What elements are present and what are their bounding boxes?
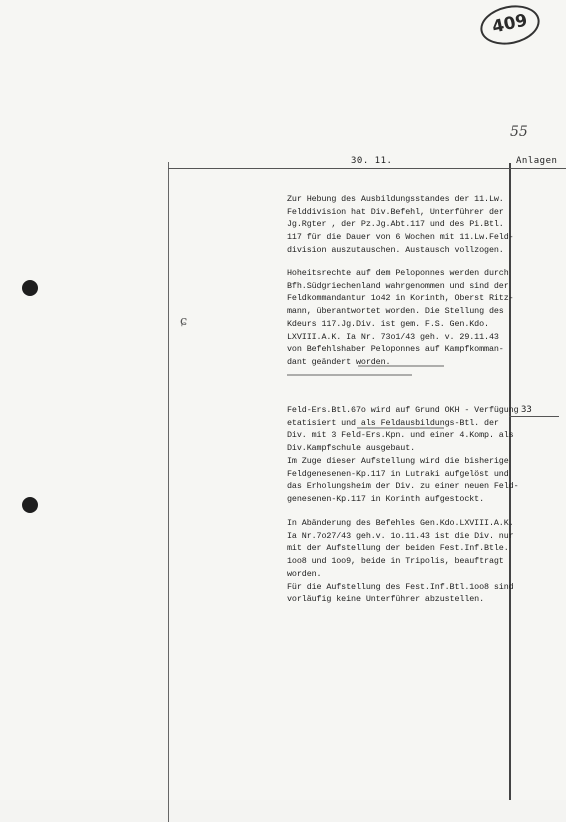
annex-header: Anlagen — [516, 156, 558, 166]
paragraph-sovereignty-peloponnese: Hoheitsrechte auf dem Peloponnes werden durch Bfh.Südgriechenland wahrgenommen und sind der Feldkommandantur 1o42 in Korinth, Oberst Ritz- mann, überantwortet worden. Die Stellung des Kdeurs 117.Jg.Div. ist gem. F.S. Gen.Kdo. LXVIII.A.K. Ia Nr. 73o1/43 geh. v. 29.11.43 von Befehlshaber Peloponnes auf Kampfkomman- dant geändert worden. — [287, 268, 514, 367]
header-rule — [168, 168, 566, 169]
paragraph-fortress-battalions: In Abänderung des Befehles Gen.Kdo.LXVIII.A.K. Ia Nr.7o27/43 geh.v. 1o.11.43 ist die Div. nur mit der Aufstellung der beiden Fest.Inf.Btle. 1oo8 und 1oo9, beide in Tripolis, beauftragt worden. Für die Aufstellung des Fest.Inf.Btl.1oo8 sind vorläufig keine Unterführer abzustellen. — [287, 518, 514, 605]
handwritten-page-number: 55 — [510, 124, 528, 140]
punch-hole-top — [22, 280, 38, 296]
paragraph-training-exchange: Zur Hebung des Ausbildungsstandes der 11.Lw. Felddivision hat Div.Befehl, Unterführer der Jg.Rgter , der Pz.Jg.Abt.117 und des Pi.Btl. 117 für die Dauer von 6 Wochen mit 11.Lw.Feld- division auszutauschen. Austausch vollzogen. — [287, 194, 514, 255]
paragraph-replacement-battalion: Feld-Ers.Btl.67o wird auf Grund OKH - Verfügung etatisiert und als Feldausbildungs-Btl. der Div. mit 3 Feld-Ers.Kpn. und einer 4.Komp. als Div.Kampfschule ausgebaut. — [287, 405, 519, 454]
paragraph-convalescent-company: Im Zuge dieser Aufstellung wird die bisherige Feldgenesenen-Kp.117 in Lutraki aufgelöst und das Erholungsheim der Div. zu einer neuen Feld- genesenen-Kp.117 in Korinth aufgestockt. — [287, 456, 519, 505]
left-margin-line — [168, 162, 169, 822]
annex-reference-number: 33 — [521, 405, 532, 415]
folio-stamp: 409 — [477, 0, 544, 50]
entry-date: 30. 11. — [351, 156, 393, 166]
ink-mark: ɕ — [180, 314, 188, 329]
punch-hole-bottom — [22, 497, 38, 513]
